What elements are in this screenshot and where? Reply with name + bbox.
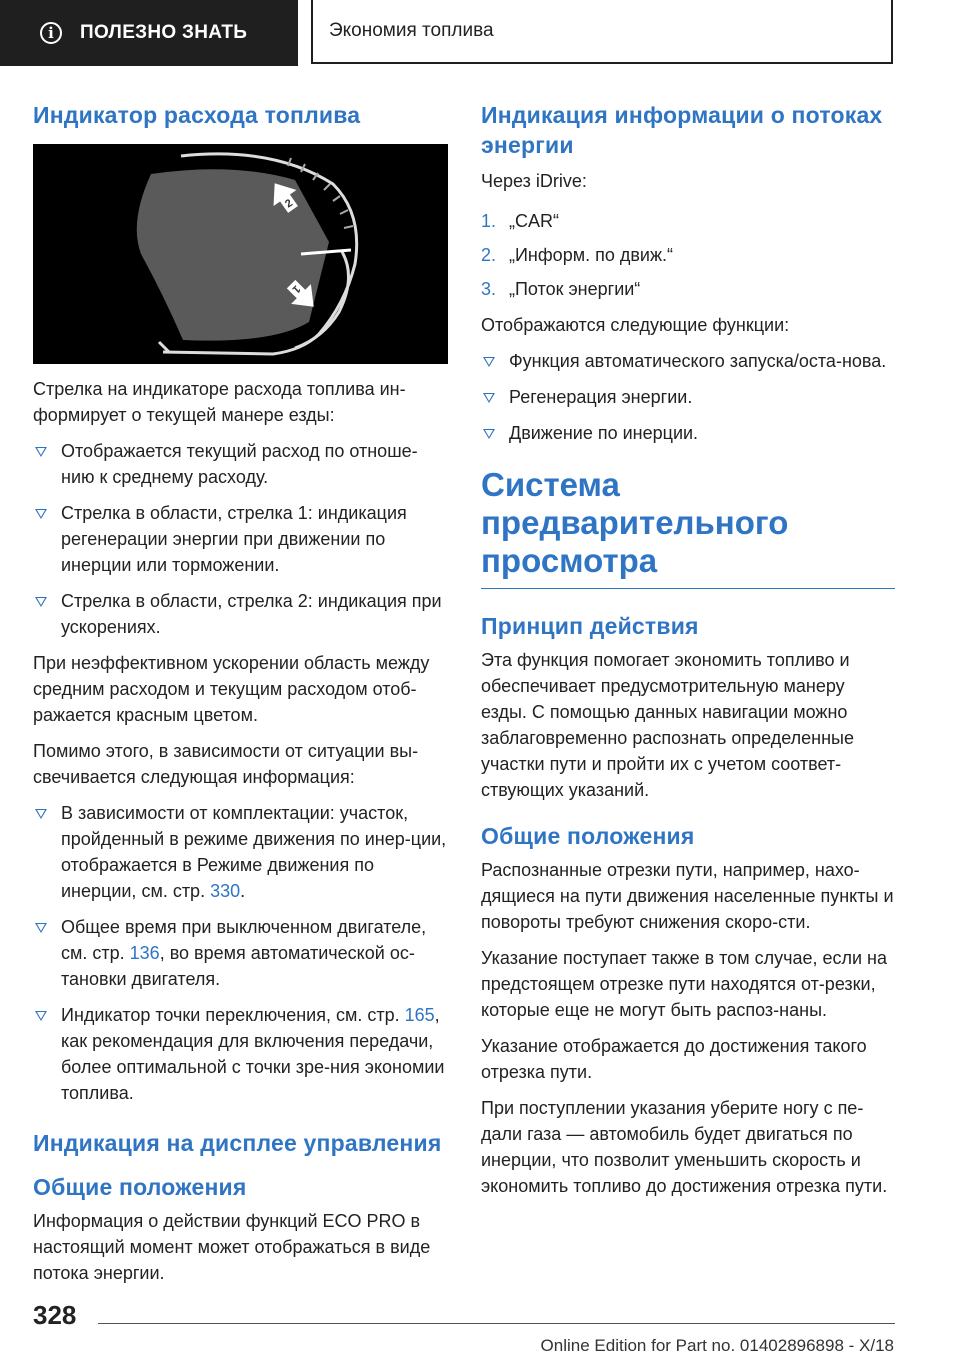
list-item: Функция автоматического запуска/оста-нова. — [481, 348, 895, 374]
page-link-136[interactable]: 136 — [129, 943, 160, 963]
triangle-bullet-icon — [483, 393, 495, 403]
list-item: 2. „Информ. по движ.“ — [481, 245, 673, 265]
inefficient-acceleration-text: При неэффективном ускорении область между средним расходом и текущим расходом отоб-ражается красным цветом. — [33, 653, 430, 725]
triangle-bullet-icon — [483, 429, 495, 439]
triangle-bullet-icon — [35, 809, 47, 819]
idrive-steps — [481, 208, 895, 302]
section-title-fuel-indicator: Индикатор расхода топлива — [33, 102, 361, 128]
triangle-bullet-icon — [35, 923, 47, 933]
arrow-2-label: 2 — [283, 197, 295, 211]
general-text-2: Указание поступает также в том случае, если на предстоящем отрезке пути находятся от-резки, которые еще не могут быть распоз-наны. — [481, 948, 887, 1020]
list-item: Индикатор точки переключения, см. стр. 165, как рекомендация для включения передачи, более оптимальной с точки зре-ния экономии топлива. — [33, 1002, 448, 1106]
general-text-4: При поступлении указания уберите ногу с пе-дали газа — автомобиль будет двигаться по инерции, что позволит уменьшить скорость и экономить топливо до достижения отрезка пути. — [481, 1098, 888, 1196]
list-item: 3. „Поток энергии“ — [481, 279, 641, 299]
functions-list — [481, 348, 895, 446]
triangle-bullet-icon — [35, 1011, 47, 1021]
gauge-info-list — [33, 438, 448, 640]
general-text-3: Указание отображается до достижения такого отрезка пути. — [481, 1036, 867, 1082]
page-link-165[interactable]: 165 — [404, 1005, 435, 1025]
list-item: Стрелка в области, стрелка 2: индикация при ускорениях. — [33, 588, 448, 640]
general-text: Информация о действии функций ECO PRO в настоящий момент может отображаться в виде потока энергии. — [33, 1211, 431, 1283]
chapter-heading-preview-system: Система предварительного просмотра — [481, 466, 895, 589]
footer-divider — [98, 1323, 895, 1324]
section-tab-label: ПОЛЕЗНО ЗНАТЬ — [80, 22, 248, 43]
list-item: Движение по инерции. — [481, 420, 895, 446]
chapter-title: Экономия топлива — [311, 0, 893, 64]
section-tab[interactable] — [0, 0, 298, 66]
list-item: В зависимости от комплектации: участок, пройденный в режиме движения по инер-ции, отображается в Режиме движения по инерции, см. стр. 330. — [33, 800, 448, 904]
list-item: 1. „CAR“ — [481, 211, 559, 231]
list-item: Регенерация энергии. — [481, 384, 895, 410]
section-title-energy-flow: Индикация информации о потоках энергии — [481, 102, 883, 158]
triangle-bullet-icon — [35, 509, 47, 519]
page-link-330[interactable]: 330 — [210, 881, 241, 901]
page-footer — [0, 1292, 960, 1362]
subsection-title-general-right: Общие положения — [481, 823, 695, 849]
section-title-control-display: Индикация на дисплее управления — [33, 1130, 442, 1156]
right-column — [481, 100, 895, 1209]
gauge-intro: Стрелка на индикаторе расхода топлива ин-формирует о текущей манере езды: — [33, 379, 406, 425]
triangle-bullet-icon — [35, 597, 47, 607]
arrow-1-label: 1 — [289, 282, 303, 296]
list-item: Отображается текущий расход по отноше-нию к среднему расходу. — [33, 438, 448, 490]
via-idrive: Через iDrive: — [481, 171, 587, 191]
page-number: 328 — [33, 1300, 77, 1330]
general-text-1: Распознанные отрезки пути, например, нахо-дящиеся на пути движения населенные пункты и повороты требуют снижения скоро-сти. — [481, 860, 894, 932]
functions-intro: Отображаются следующие функции: — [481, 315, 790, 335]
additional-info-intro: Помимо этого, в зависимости от ситуации вы-свечивается следующая информация: — [33, 741, 419, 787]
triangle-bullet-icon — [483, 357, 495, 367]
additional-info-list — [33, 800, 448, 1106]
info-icon: i — [40, 22, 62, 44]
subsection-title-principle: Принцип действия — [481, 613, 699, 639]
principle-text: Эта функция помогает экономить топливо и обеспечивает предусмотрительную манеру езды. С помощью данных навигации можно заблаговременно распознать определенные участки пути и пройти их с учетом соответ-ствующих указаний. — [481, 650, 854, 800]
subsection-title-general: Общие положения — [33, 1174, 247, 1200]
page-header — [0, 0, 960, 66]
fuel-consumption-gauge-figure — [33, 144, 448, 364]
edition-text: Online Edition for Part no. 01402896898 - X/18 — [540, 1336, 894, 1355]
left-column — [33, 100, 448, 1296]
list-item: Общее время при выключенном двигателе, см. стр. 136, во время автоматической ос-тановки двигателя. — [33, 914, 448, 992]
list-item: Стрелка в области, стрелка 1: индикация регенерации энергии при движении по инерции или торможении. — [33, 500, 448, 578]
triangle-bullet-icon — [35, 447, 47, 457]
